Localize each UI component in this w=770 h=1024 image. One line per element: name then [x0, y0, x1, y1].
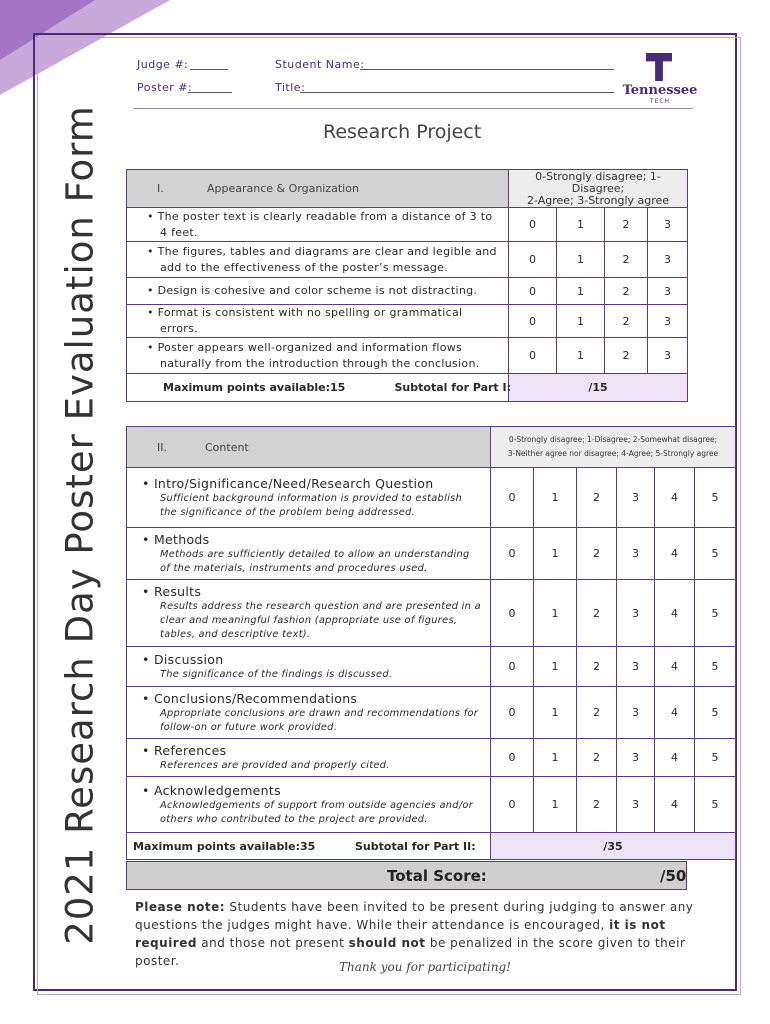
part2-row	[127, 687, 736, 739]
thanks-message: Thank you for participating!	[339, 960, 511, 974]
part1-row	[127, 208, 688, 242]
part2-score-option[interactable]: 4	[655, 647, 695, 687]
part2-score-option[interactable]: 1	[534, 468, 577, 528]
part2-score-option[interactable]: 5	[695, 468, 736, 528]
part1-heading-num: I.	[157, 182, 164, 195]
part1-score-option[interactable]: 3	[648, 278, 688, 305]
part1-criterion	[127, 208, 509, 242]
total-score-box	[126, 861, 687, 890]
part1-criterion	[127, 305, 509, 338]
note-lead: Please note:	[135, 900, 226, 914]
part2-heading	[127, 427, 491, 468]
part1-score-option[interactable]: 2	[605, 208, 648, 242]
part1-score-option[interactable]: 2	[605, 338, 648, 374]
part2-score-option[interactable]: 0	[491, 528, 534, 580]
part2-criterion	[127, 528, 491, 580]
part1-score-option[interactable]: 3	[648, 338, 688, 374]
logo-t-icon	[646, 53, 672, 81]
part1-score-option[interactable]: 0	[509, 338, 557, 374]
part1-heading-text: Appearance & Organization	[207, 182, 359, 195]
part2-criterion-description: Appropriate conclusions are drawn and recommendations for follow-on or future work provided.	[160, 707, 479, 733]
part1-heading	[127, 170, 509, 208]
part2-criterion-title: • Methods	[142, 531, 210, 547]
part1-score-option[interactable]: 0	[509, 242, 557, 278]
part2-score-option[interactable]: 3	[617, 468, 655, 528]
part2-score-option[interactable]: 0	[491, 647, 534, 687]
part2-criterion-title: • Intro/Significance/Need/Research Question	[142, 475, 434, 491]
part1-subtotal-label: Subtotal for Part I:	[394, 381, 512, 394]
part2-scale-line1: 0-Strongly disagree; 1-Disagree; 2-Somewhat disagree;	[508, 435, 718, 444]
part2-score-option[interactable]: 0	[491, 468, 534, 528]
part1-row	[127, 305, 688, 338]
logo-name: Tennessee	[622, 83, 698, 98]
total-score-label: Total Score:	[387, 867, 487, 885]
part2-criterion-description: Methods are sufficiently detailed to allow an understanding of the materials, instruments and procedures used.	[160, 548, 470, 574]
part2-score-option[interactable]: 4	[655, 580, 695, 647]
part2-score-option[interactable]: 3	[617, 647, 655, 687]
part1-criterion	[127, 278, 509, 305]
part2-criterion-description: Sufficient background information is provided to establish the significance of the problem being addressed.	[160, 492, 463, 518]
student-name-label: Student Name:	[275, 58, 365, 71]
part1-score-option[interactable]: 0	[509, 305, 557, 338]
logo-sub: TECH	[649, 98, 671, 105]
part2-score-option[interactable]: 2	[577, 739, 617, 777]
part2-criterion-title: • Acknowledgements	[142, 782, 281, 798]
poster-field[interactable]	[188, 92, 232, 93]
part1-table	[126, 169, 688, 402]
part2-criterion-title: • References	[142, 742, 227, 758]
title-field[interactable]	[300, 92, 614, 93]
header-divider	[133, 108, 693, 109]
part2-score-option[interactable]: 3	[617, 739, 655, 777]
part1-criterion-text: • Format is consistent with no spelling or grammatical errors.	[147, 306, 463, 335]
note-bold-1: it is not required	[135, 918, 666, 950]
part2-score-option[interactable]: 2	[577, 468, 617, 528]
part2-subtotal-value[interactable]: /35	[491, 833, 736, 860]
part2-score-option[interactable]: 2	[577, 647, 617, 687]
part2-row	[127, 739, 736, 777]
part1-score-option[interactable]: 2	[605, 242, 648, 278]
total-score-value[interactable]: /50	[660, 867, 687, 885]
part2-score-option[interactable]: 1	[534, 580, 577, 647]
part2-footer	[127, 833, 491, 860]
part2-max-points: Maximum points available:35	[133, 839, 316, 853]
part2-score-option[interactable]: 3	[617, 687, 655, 739]
judge-label: Judge #:	[137, 58, 189, 71]
part2-score-option[interactable]: 0	[491, 687, 534, 739]
part1-score-option[interactable]: 0	[509, 208, 557, 242]
part2-criterion-description: Acknowledgements of support from outside agencies and/or others who contributed to the project are provided.	[160, 799, 474, 825]
part2-criterion	[127, 739, 491, 777]
part2-score-option[interactable]: 4	[655, 777, 695, 833]
part1-max-points: Maximum points available:15	[163, 381, 346, 394]
part2-score-option[interactable]: 4	[655, 528, 695, 580]
part2-score-option[interactable]: 2	[577, 777, 617, 833]
part2-table	[126, 426, 736, 860]
part2-score-option[interactable]: 4	[655, 468, 695, 528]
part1-criterion	[127, 242, 509, 278]
part1-score-option[interactable]: 3	[648, 208, 688, 242]
part2-criterion-description: The significance of the findings is discussed.	[160, 668, 393, 680]
part1-score-option[interactable]: 1	[557, 208, 605, 242]
part2-score-option[interactable]: 5	[695, 777, 736, 833]
part1-score-option[interactable]: 1	[557, 305, 605, 338]
part2-score-option[interactable]: 5	[695, 528, 736, 580]
judge-field[interactable]	[190, 69, 228, 70]
part2-row	[127, 647, 736, 687]
part1-criterion	[127, 338, 509, 374]
part1-score-option[interactable]: 2	[605, 305, 648, 338]
part2-heading-text: Content	[205, 440, 249, 454]
part2-scale-legend	[491, 427, 736, 468]
part2-score-option[interactable]: 1	[534, 647, 577, 687]
part2-score-option[interactable]: 2	[577, 528, 617, 580]
part2-score-option[interactable]: 3	[617, 777, 655, 833]
part2-criterion	[127, 580, 491, 647]
part2-criterion	[127, 777, 491, 833]
part1-score-option[interactable]: 2	[605, 278, 648, 305]
part2-score-option[interactable]: 3	[617, 580, 655, 647]
part2-row	[127, 777, 736, 833]
part1-scale-line1: 0-Strongly disagree; 1-Disagree;	[535, 169, 661, 195]
part1-score-option[interactable]: 1	[557, 338, 605, 374]
part2-score-option[interactable]: 0	[491, 739, 534, 777]
part2-score-option[interactable]: 0	[491, 580, 534, 647]
part1-criterion-text: • Poster appears well-organized and information flows naturally from the introduction through the conclusion.	[147, 340, 480, 370]
part2-heading-num: II.	[157, 440, 167, 454]
part2-score-option[interactable]: 4	[655, 687, 695, 739]
part2-criterion-description: Results address the research question and are presented in a clear and meaningful fashion (appropriate use of figures, tables, and descriptive text).	[160, 601, 481, 640]
part1-row	[127, 338, 688, 374]
note-bold-2: should not	[348, 936, 426, 950]
part2-score-option[interactable]: 1	[534, 739, 577, 777]
part2-criterion-title: • Discussion	[142, 651, 224, 667]
poster-label: Poster #:	[137, 81, 193, 94]
tennessee-tech-logo	[618, 53, 702, 103]
part1-criterion-text: • The poster text is clearly readable from a distance of 3 to 4 feet.	[147, 209, 493, 239]
part1-criterion-text: • The figures, tables and diagrams are clear and legible and add to the effectiveness of the poster’s message.	[147, 244, 497, 274]
note-text-3: be penalized in the score given to their poster.	[135, 936, 686, 968]
part2-score-option[interactable]: 5	[695, 647, 736, 687]
part2-score-option[interactable]: 1	[534, 777, 577, 833]
part2-score-option[interactable]: 5	[695, 687, 736, 739]
part2-score-option[interactable]: 2	[577, 580, 617, 647]
part2-criterion	[127, 468, 491, 528]
part1-criterion-text: • Design is cohesive and color scheme is not distracting.	[147, 284, 478, 297]
part1-score-option[interactable]: 3	[648, 242, 688, 278]
part1-row	[127, 242, 688, 278]
part1-score-option[interactable]: 3	[648, 305, 688, 338]
part2-criterion-title: • Results	[142, 584, 202, 599]
part1-subtotal-value[interactable]: /15	[509, 374, 688, 402]
part2-row	[127, 528, 736, 580]
part2-criterion	[127, 647, 491, 687]
part2-row	[127, 580, 736, 647]
part1-scale-line2: 2-Agree; 3-Strongly agree	[526, 193, 670, 207]
part2-score-option[interactable]: 1	[534, 687, 577, 739]
part2-score-option[interactable]: 0	[491, 777, 534, 833]
title-label: Title:	[275, 81, 306, 94]
part2-score-option[interactable]: 3	[617, 528, 655, 580]
part1-row	[127, 278, 688, 305]
note-text-1: Students have been invited to be present during judging to answer any questions the judges might have. While their attendance is encouraged,	[135, 900, 694, 932]
part1-scale-legend	[509, 170, 688, 208]
part2-criterion-title: • Conclusions/Recommendations	[142, 690, 358, 706]
part2-row	[127, 468, 736, 528]
part2-scale-line2: 3-Neither agree nor disagree; 4-Agree; 5-Strongly agree	[507, 449, 719, 458]
part2-score-option[interactable]: 5	[695, 580, 736, 647]
part1-score-option[interactable]: 1	[557, 278, 605, 305]
note-text-2: and those not present	[196, 936, 349, 950]
part1-footer	[127, 374, 512, 402]
part1-score-option[interactable]: 0	[509, 278, 557, 305]
vertical-form-title: 2021 Research Day Poster Evaluation Form	[58, 105, 102, 945]
part2-criterion	[127, 687, 491, 739]
part2-score-option[interactable]: 1	[534, 528, 577, 580]
section-title: Research Project	[323, 121, 482, 143]
part2-criterion-description: References are provided and properly cited.	[160, 759, 390, 771]
part2-subtotal-label: Subtotal for Part II:	[355, 840, 476, 853]
part1-score-option[interactable]: 1	[557, 242, 605, 278]
part2-score-option[interactable]: 4	[655, 739, 695, 777]
student-name-field[interactable]	[360, 69, 614, 70]
part2-score-option[interactable]: 2	[577, 687, 617, 739]
part2-score-option[interactable]: 5	[695, 739, 736, 777]
